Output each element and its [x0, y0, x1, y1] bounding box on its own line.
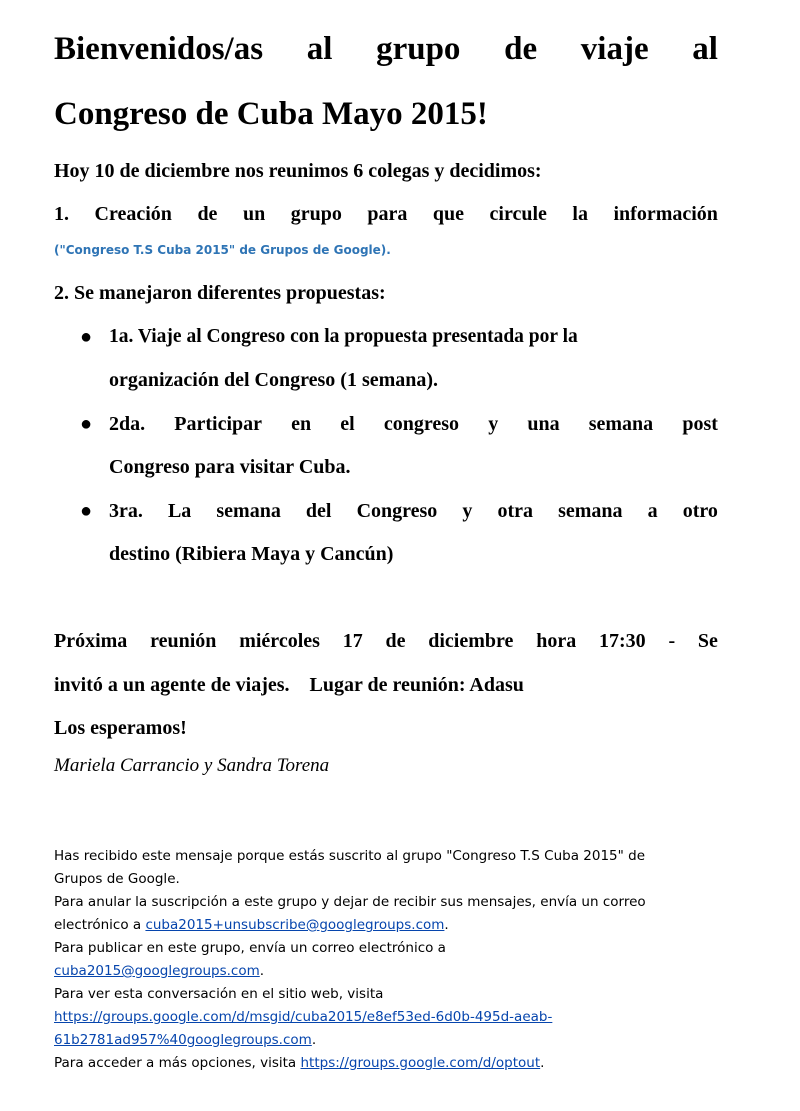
- item-1-word: Creación: [94, 203, 172, 225]
- intro-text: Hoy 10 de diciembre nos reunimos 6 colegas y decidimos:: [54, 160, 542, 182]
- bullet-word: semana: [588, 413, 654, 435]
- footer-text: .: [311, 1032, 317, 1048]
- meeting-word: hora: [536, 630, 577, 652]
- bullet-word: y: [488, 413, 499, 435]
- footer-line: Grupos de Google.: [54, 871, 180, 887]
- meeting-word: diciembre: [428, 630, 514, 652]
- bullet-word: del: [305, 500, 332, 522]
- bullet-word: otra: [497, 500, 534, 522]
- meeting-word: -: [668, 630, 676, 652]
- item-1-word: información: [613, 203, 718, 225]
- item-1-word: un: [242, 203, 266, 225]
- conversation-link[interactable]: https://groups.google.com/d/msgid/cuba2015/e8ef53ed-6d0b-495d-aeab-: [54, 1009, 553, 1025]
- bullet-word: y: [462, 500, 473, 522]
- bullet-word: congreso: [383, 413, 460, 435]
- meeting-word: Se: [697, 630, 718, 652]
- bullet-2-line-2: Congreso para visitar Cuba.: [109, 456, 351, 478]
- meeting-word: miércoles: [239, 630, 320, 652]
- item-1-word: 1.: [54, 203, 69, 225]
- bullet-word: post: [682, 413, 718, 435]
- footer-line: Para anular la suscripción a este grupo y dejar de recibir sus mensajes, envía un correo: [54, 894, 646, 910]
- bullet-2-line-1: [109, 411, 718, 437]
- bullet-word: a: [647, 500, 658, 522]
- footer-line: [54, 914, 754, 937]
- item-1-word: para: [367, 203, 408, 225]
- bullet-word: Congreso: [356, 500, 438, 522]
- footer-line: [54, 1029, 754, 1052]
- bullet-word: en: [291, 413, 312, 435]
- item-1-word: la: [572, 203, 588, 225]
- bullet-dot-icon: ●: [80, 500, 93, 522]
- meeting-word: de: [385, 630, 406, 652]
- next-meeting-line-2: invitó a un agente de viajes. Lugar de reunión: Adasu: [54, 674, 524, 696]
- bullet-word: 2da.: [109, 413, 146, 435]
- footer-line: [54, 1006, 754, 1029]
- bullet-word: La: [167, 500, 192, 522]
- bullet-word: semana: [558, 500, 623, 522]
- item-1-word: grupo: [290, 203, 342, 225]
- bullet-word: 3ra.: [109, 500, 143, 522]
- title-word: al: [306, 31, 333, 67]
- meeting-word: 17: [342, 630, 363, 652]
- title-line-2: Congreso de Cuba Mayo 2015!: [54, 96, 488, 132]
- bullet-3-line-1: [109, 498, 718, 524]
- item-1-line: [54, 201, 718, 227]
- closing-text: Los esperamos!: [54, 717, 187, 739]
- item-1-word: de: [197, 203, 218, 225]
- title-word: de: [504, 31, 538, 67]
- meeting-word: 17:30: [598, 630, 646, 652]
- bullet-dot-icon: ●: [80, 413, 93, 435]
- footer-text: .: [444, 917, 449, 933]
- signature: Mariela Carrancio y Sandra Torena: [54, 755, 330, 776]
- bullet-3-line-2: destino (Ribiera Maya y Cancún): [109, 543, 394, 565]
- footer-line: [54, 960, 754, 983]
- footer-text: .: [540, 1055, 545, 1071]
- footer-line: [54, 1052, 754, 1075]
- footer-text: electrónico a: [54, 917, 146, 933]
- bullet-word: el: [340, 413, 355, 435]
- bullet-word: semana: [216, 500, 281, 522]
- footer-text: Para acceder a más opciones, visita: [54, 1055, 301, 1071]
- meeting-word: reunión: [150, 630, 217, 652]
- item-2-text: 2. Se manejaron diferentes propuestas:: [54, 282, 386, 304]
- title-word: Bienvenidos/as: [54, 31, 264, 67]
- bullet-1-line-1: 1a. Viaje al Congreso con la propuesta presentada por la: [109, 326, 578, 347]
- title-word: viaje: [580, 31, 649, 67]
- bullet-1-line-2: organización del Congreso (1 semana).: [109, 369, 439, 391]
- bullet-word: Participar: [174, 413, 263, 435]
- title-word: al: [692, 31, 718, 67]
- post-email-link[interactable]: cuba2015@googlegroups.com: [54, 963, 260, 979]
- footer-line: Para ver esta conversación en el sitio web, visita: [54, 986, 384, 1002]
- item-1-word: circule: [489, 203, 547, 225]
- unsubscribe-email-link[interactable]: cuba2015+unsubscribe@googlegroups.com: [145, 917, 445, 933]
- bullet-word: otro: [682, 500, 718, 522]
- item-1-word: que: [432, 203, 464, 225]
- group-name-note: ("Congreso T.S Cuba 2015" de Grupos de Google).: [54, 243, 391, 257]
- bullet-word: una: [527, 413, 560, 435]
- footer-text: .: [259, 963, 265, 979]
- conversation-link-cont[interactable]: 61b2781ad957%40googlegroups.com: [54, 1032, 312, 1048]
- meeting-word: Próxima: [54, 630, 128, 652]
- title-line-1: [54, 29, 718, 69]
- optout-link[interactable]: https://groups.google.com/d/optout: [300, 1055, 541, 1071]
- title-word: grupo: [376, 31, 461, 67]
- footer-line: Has recibido este mensaje porque estás suscrito al grupo "Congreso T.S Cuba 2015" de: [54, 848, 646, 864]
- footer-line: Para publicar en este grupo, envía un correo electrónico a: [54, 940, 446, 956]
- next-meeting-line-1: [54, 628, 718, 654]
- bullet-dot-icon: ●: [80, 326, 93, 348]
